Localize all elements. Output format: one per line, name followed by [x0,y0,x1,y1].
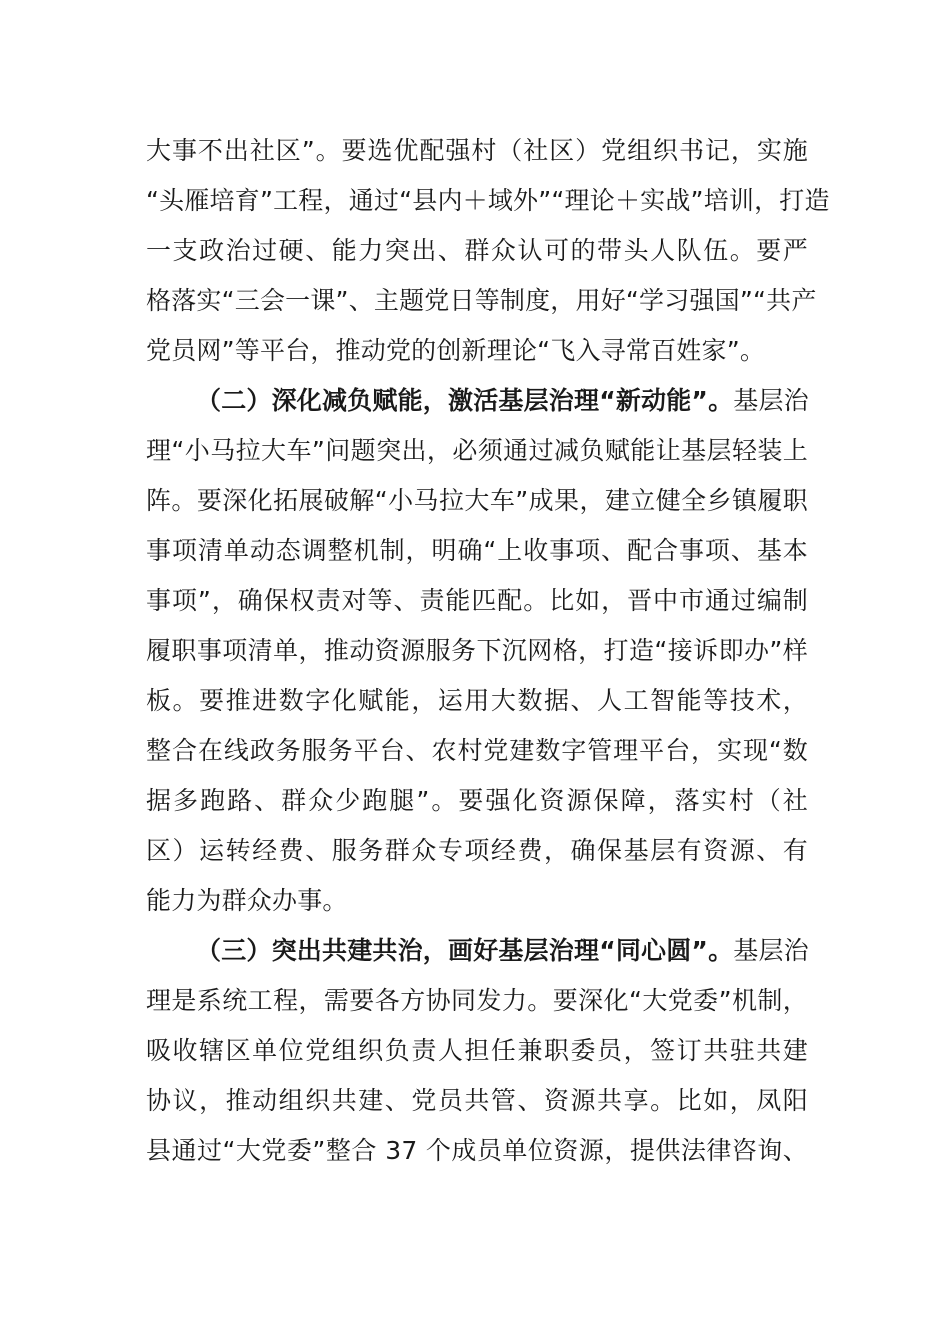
text-line: 据多跑路、群众少跑腿”。要强化资源保障，落实村（社 [146,786,808,815]
text-line: 区）运转经费、服务群众专项经费，确保基层有资源、有 [146,836,808,865]
section-heading-3: （三）突出共建共治，画好基层治理“同心圆”。 [196,936,734,965]
paragraph-2 [146,376,808,926]
text-run: 基层治 [733,936,809,965]
text-line: 一支政治过硬、能力突出、群众认可的带头人队伍。要严 [146,236,808,265]
body-text [146,126,830,1176]
paragraph-first-line [146,376,808,426]
text-line: 阵。要深化拓展破解“小马拉大车”成果，建立健全乡镇履职 [146,486,808,515]
text-line: “头雁培育”工程，通过“县内＋域外”“理论＋实战”培训，打造 [146,186,830,215]
text-line: 整合在线政务服务平台、农村党建数字管理平台，实现“数 [146,736,808,765]
text-line: 板。要推进数字化赋能，运用大数据、人工智能等技术， [146,686,808,715]
section-heading-2: （二）深化减负赋能，激活基层治理“新动能”。 [196,386,734,415]
text-run: 基层治 [733,386,809,415]
text-line: 理“小马拉大车”问题突出，必须通过减负赋能让基层轻装上 [146,436,808,465]
paragraph-1 [146,126,830,376]
text-line: 事项清单动态调整机制，明确“上收事项、配合事项、基本 [146,536,808,565]
text-line: 吸收辖区单位党组织负责人担任兼职委员，签订共驻共建 [146,1036,808,1065]
text-line: 履职事项清单，推动资源服务下沉网格，打造“接诉即办”样 [146,636,808,665]
paragraph-3 [146,926,808,1176]
text-line: 县通过“大党委”整合 37 个成员单位资源，提供法律咨询、 [146,1136,808,1165]
paragraph-first-line [146,926,808,976]
text-line: 事项”，确保权责对等、责能匹配。比如，晋中市通过编制 [146,586,808,615]
text-line: 协议，推动组织共建、党员共管、资源共享。比如，凤阳 [146,1086,808,1115]
text-line: 能力为群众办事。 [146,886,348,915]
text-line: 党员网”等平台，推动党的创新理论“飞入寻常百姓家”。 [146,336,766,365]
text-line: 大事不出社区”。要选优配强村（社区）党组织书记，实施 [146,136,808,165]
text-line: 理是系统工程，需要各方协同发力。要深化“大党委”机制， [146,986,808,1015]
text-line: 格落实“三会一课”、主题党日等制度，用好“学习强国”“共产 [146,286,817,315]
